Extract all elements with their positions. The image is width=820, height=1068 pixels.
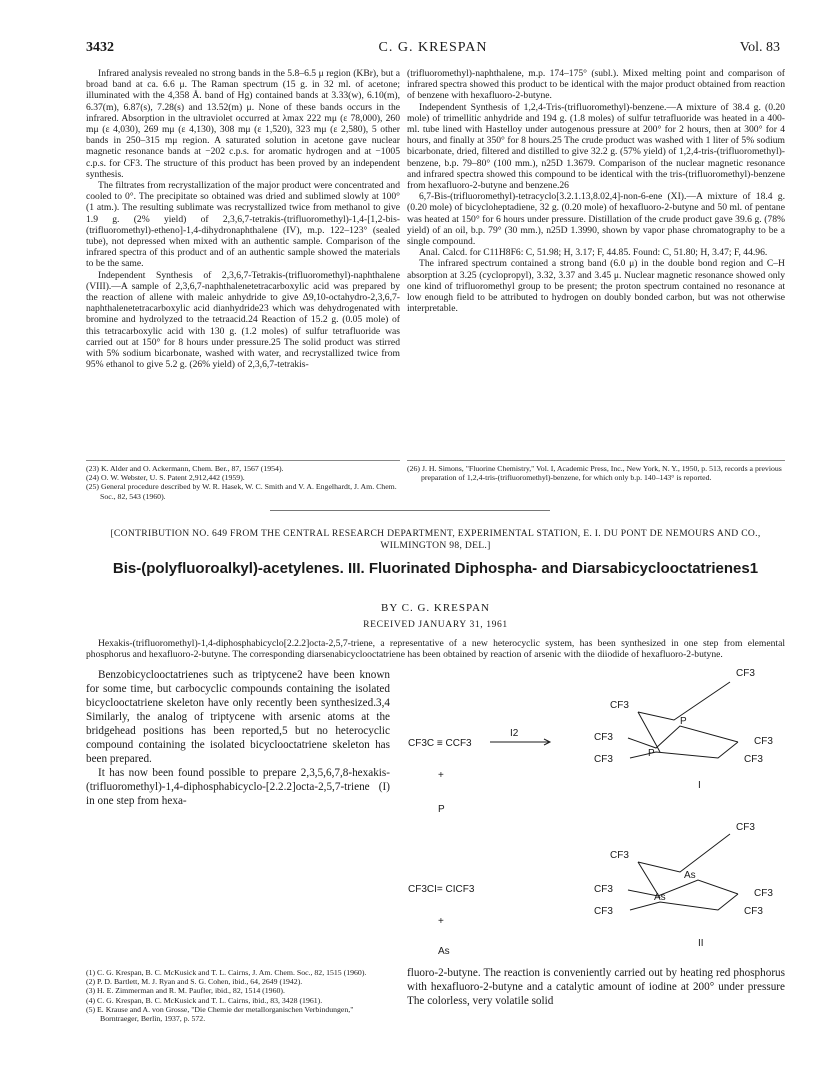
- bond-lines: [628, 726, 738, 748]
- body-right-column: fluoro-2-butyne. The reaction is conveniently carried out by heating red phosphorus with hexafluoro-2-butyne and a catalytic amount of iodine at 200° under pressure The colorless, very volatile solid: [407, 967, 785, 1007]
- cf3-label: CF3: [594, 732, 613, 743]
- atom-phosphorus: P: [680, 716, 687, 727]
- cf3-label: CF3: [610, 700, 629, 711]
- product-diarsabicyclooctatriene: [594, 822, 773, 949]
- running-header: [86, 40, 780, 56]
- cf3-label: CF3: [754, 736, 773, 747]
- cf3-label: CF3: [594, 754, 613, 765]
- footnote: (23) K. Alder and O. Ackermann, Chem. Ber., 87, 1567 (1954).: [86, 464, 284, 473]
- cf3-label: CF3: [610, 850, 629, 861]
- product-diphosphabicyclooctatriene: [594, 668, 773, 791]
- cf3-label: CF3: [754, 888, 773, 899]
- footnote: (2) P. D. Bartlett, M. J. Ryan and S. G. Cohen, ibid., 64, 2649 (1942).: [86, 977, 303, 987]
- bond-lines: [630, 894, 738, 910]
- cf3-label: CF3: [736, 822, 755, 833]
- paragraph: Independent Synthesis of 2,3,6,7-Tetrakis-(trifluoromethyl)-naphthalene (VIII).—A sample of 2,3,6,7-naphthalenetetracarboxylic acid was prepared by the reaction of allene with maleic anhydride to give Δ9,10-octahydro-2,3,6,7-naphthalenetetracarboxylic acid dianhydride23 which was dehydrogenated with bromine and hydrolyzed to the tetraacid.24 Reaction of 15.2 g. (0.05 mole) of this tetracarboxylic acid with 130 g. (1.2 moles) of sulfur tetrafluoride was carried out at 150° for 8 hours under pressure.25 The solid product was stirred with 5% sodium bicarbonate, washed with water, and recrystallized twice from 95% ethanol to give 5.2 g. (26% yield) of 2,3,6,7-tetrakis-: [86, 269, 400, 371]
- abstract: Hexakis-(trifluoromethyl)-1,4-diphosphabicyclo[2.2.2]octa-2,5,7-triene, a representative of a new heterocyclic system, has been synthesized in one step from elemental phosphorus and hexafluoro-2-butyne. The corresponding diarsenabicyclooctatriene has been obtained by reaction of arsenic with the diiodide of hexafluoro-2-butyne.: [86, 638, 785, 661]
- paragraph: Infrared analysis revealed no strong bands in the 5.8–6.5 μ region (KBr), but a broad band at ca. 6.6 μ. The Raman spectrum (15 g. in 32 ml. of acetone; illuminated with the 4,358 Å. band of Hg) contained bands at 3.33(w), 6.10(m), 6.37(m), 6.87(s), 7.28(s) and 13.52(m) μ. None of these bands occurs in the infrared. Absorption in the ultraviolet occurred at λmax 222 mμ (ε 78,000), 260 mμ (ε 4,030), 269 mμ (ε 4,130), 308 mμ (ε 1,520), 323 mμ (ε 2,580), 5 other bands in 250–315 mμ region. A saturated solution in acetone gave nuclear magnetic resonance bands at −202 c.p.s. for aromatic hydrogen and at −1005 c.p.s. for CF3. The structure of this product has been proved by an independent synthesis.: [86, 68, 400, 180]
- contribution-line: [CONTRIBUTION NO. 649 FROM THE CENTRAL RESEARCH DEPARTMENT, EXPERIMENTAL STATION, E. I. DU PONT DE NEMOURS AND CO., WILMINGTON 98, DEL.]: [110, 528, 761, 551]
- footnote: (26) J. H. Simons, "Fluorine Chemistry," Vol. I, Academic Press, Inc., New York, N. Y., 1950, p. 513, records a previous preparation of 1,2,4-tris-(trifluoromethyl)-benzene, for which only b.p. 140–143° is reported.: [407, 464, 782, 483]
- paragraph: 6,7-Bis-(trifluoromethyl)-tetracyclo[3.2.1.13,8.02,4]-non-6-ene (XI).—A mixture of 18.4 g. (0.20 mole) of bicycloheptadiene, 32 g. (0.20 mole) of hexafluoro-2-butyne and 50 ml. of pentane was heated at 150° for 6 hours under pressure. Distillation of the crude product gave 39.6 g. (78% yield) of an oil, b.p. 79° (30 mm.), n25D 1.3990, shown by vapor phase chromatography to be a single compound.: [407, 191, 785, 248]
- paragraph: It has now been found possible to prepare 2,3,5,6,7,8-hexakis-(trifluoromethyl)-1,4-diphosphabicyclo-[2.2.2]octa-2,5,7-triene (I) in one step from hexa-: [86, 767, 390, 807]
- footnote: (3) H. E. Zimmerman and R. M. Paufler, ibid., 82, 1514 (1960).: [86, 986, 285, 996]
- reaction-scheme: [398, 662, 788, 962]
- paragraph: The infrared spectrum contained a strong band (6.0 μ) in the double bond region and C–H absorption at 3.25 (cyclopropyl), 3.32, 3.37 and 3.45 μ. Nuclear magnetic resonance showed only one kind of trifluoromethyl group to be present; the proton spectrum contained no resonance at low enough field to be attributed to hydrogen on doubly bonded carbon, but was not otherwise interpretable.: [407, 258, 785, 315]
- paragraph: Anal. Calcd. for C11H8F6: C, 51.98; H, 3.17; F, 44.85. Found: C, 51.80; H, 3.47; F, 44.96.: [419, 247, 768, 259]
- paragraph: (trifluoromethyl)-naphthalene, m.p. 174–175° (subl.). Mixed melting point and comparison of infrared spectra showed this product to be identical with the major product obtained from reaction of benzene with hexafluoro-2-butyne.: [407, 68, 785, 102]
- paragraph: The filtrates from recrystallization of the major product were concentrated and cooled to 0°. The precipitate so obtained was dried and sublimed slowly at 100° (1 atm.). The resulting sublimate was recrystallized twice from methanol to give 1.9 g. (2% yield) of 2,3,6,7-tetrakis-(trifluoromethyl)-1,4-[1,2-bis-(trifluoromethyl)-etheno]-1,4-dihydronaphthalene (IV), m.p. 122–123° (sealed tube), not depressed when mixed with an authentic sample. Comparison of the infrared spectra of this product and of an authentic sample showed the materials to be the same.: [86, 180, 400, 270]
- reactant-diiodide: CF3CI= CICF3: [408, 884, 475, 895]
- reactant-alkyne: CF3C ≡ CCF3: [408, 738, 472, 749]
- running-author: C. G. KRESPAN: [378, 40, 488, 55]
- footnotes-body: [86, 968, 390, 1052]
- byline: BY C. G. KRESPAN: [380, 602, 491, 614]
- bond-lines: [638, 682, 730, 720]
- reactant-phosphorus: P: [438, 804, 445, 815]
- body-left-column: [86, 668, 390, 966]
- received-date: RECEIVED JANUARY 31, 1961: [363, 619, 508, 630]
- footnote: (24) O. W. Webster, U. S. Patent 2,912,442 (1959).: [86, 473, 245, 483]
- plus-sign: +: [438, 770, 444, 781]
- left-column: [86, 68, 400, 456]
- volume: Vol. 83: [739, 40, 780, 55]
- paragraph: Benzobicyclooctatrienes such as triptycene2 have been known for some time, but carbocyclic compounds containing the isolated bicyclooctatriene skeleton have only recently been synthesized.3,4 Similarly, the analog of triptycene with arsenic atoms at the bridgehead positions has been reported,5 but no heterocyclic compound containing the isolated bicyclooctatriene skeleton has been prepared.: [86, 669, 390, 765]
- article-title: Bis-(polyfluoroalkyl)-acetylenes. III. Fluorinated Diphospha- and Diarsabicyclooctatrienes1: [112, 560, 759, 577]
- atom-arsenic: As: [684, 870, 696, 881]
- bond-lines: [638, 834, 730, 872]
- footnotes-right: [407, 460, 785, 508]
- plus-sign: +: [438, 916, 444, 927]
- reactant-arsenic: As: [438, 946, 450, 957]
- right-column: [407, 68, 785, 456]
- footnote: (5) E. Krause and A. von Grosse, "Die Chemie der metallorganischen Verbindungen," Borntraeger, Berlin, 1937, p. 572.: [86, 1004, 354, 1024]
- cf3-label: CF3: [744, 906, 763, 917]
- footnote: (1) C. G. Krespan, B. C. McKusick and T. L. Cairns, J. Am. Chem. Soc., 82, 1515 (1960).: [86, 968, 367, 977]
- footnote: (4) C. G. Krespan, B. C. McKusick and T. L. Cairns, ibid., 83, 3428 (1961).: [86, 995, 323, 1005]
- cf3-label: CF3: [594, 884, 613, 895]
- bond-lines: [628, 880, 738, 896]
- footnote: (25) General procedure described by W. R. Hasek, W. C. Smith and V. A. Engelhardt, J. Am. Chem. Soc., 82, 543 (1960).: [86, 482, 397, 501]
- atom-arsenic: As: [654, 892, 666, 903]
- page-number: 3432: [86, 40, 114, 55]
- paragraph: Independent Synthesis of 1,2,4-Tris-(trifluoromethyl)-benzene.—A mixture of 38.4 g. (0.20 mole) of trimellitic anhydride and 194 g. (1.8 moles) of sulfur tetrafluoride was heated in a 400-ml. tube lined with Hastelloy under autogenous pressure at 200° for 2 hours, then at 300° for 4 hours, and finally at 350° for 8 hours.25 The crude product was washed with 1 liter of 5% sodium bicarbonate, dried, filtered and distilled to give 32.2 g. (57% yield) of 1,2,4-tris-(trifluoromethyl)-benzene, b.p. 79–80° (100 mm.), n25D 1.3679. Comparison of the nuclear magnetic resonance and infrared spectra showed this compound to be identical with the tris-(trifluoromethyl)-benzene from hexafluoro-2-butyne and benzene.26: [407, 101, 785, 192]
- product-label: I: [698, 780, 701, 791]
- cf3-label: CF3: [594, 906, 613, 917]
- product-label: II: [698, 938, 704, 949]
- cf3-label: CF3: [736, 668, 755, 679]
- section-divider: [270, 510, 550, 511]
- cf3-label: CF3: [744, 754, 763, 765]
- footnotes-left: [86, 460, 400, 508]
- atom-phosphorus: P: [648, 748, 655, 759]
- reagent-iodine: I2: [510, 728, 519, 739]
